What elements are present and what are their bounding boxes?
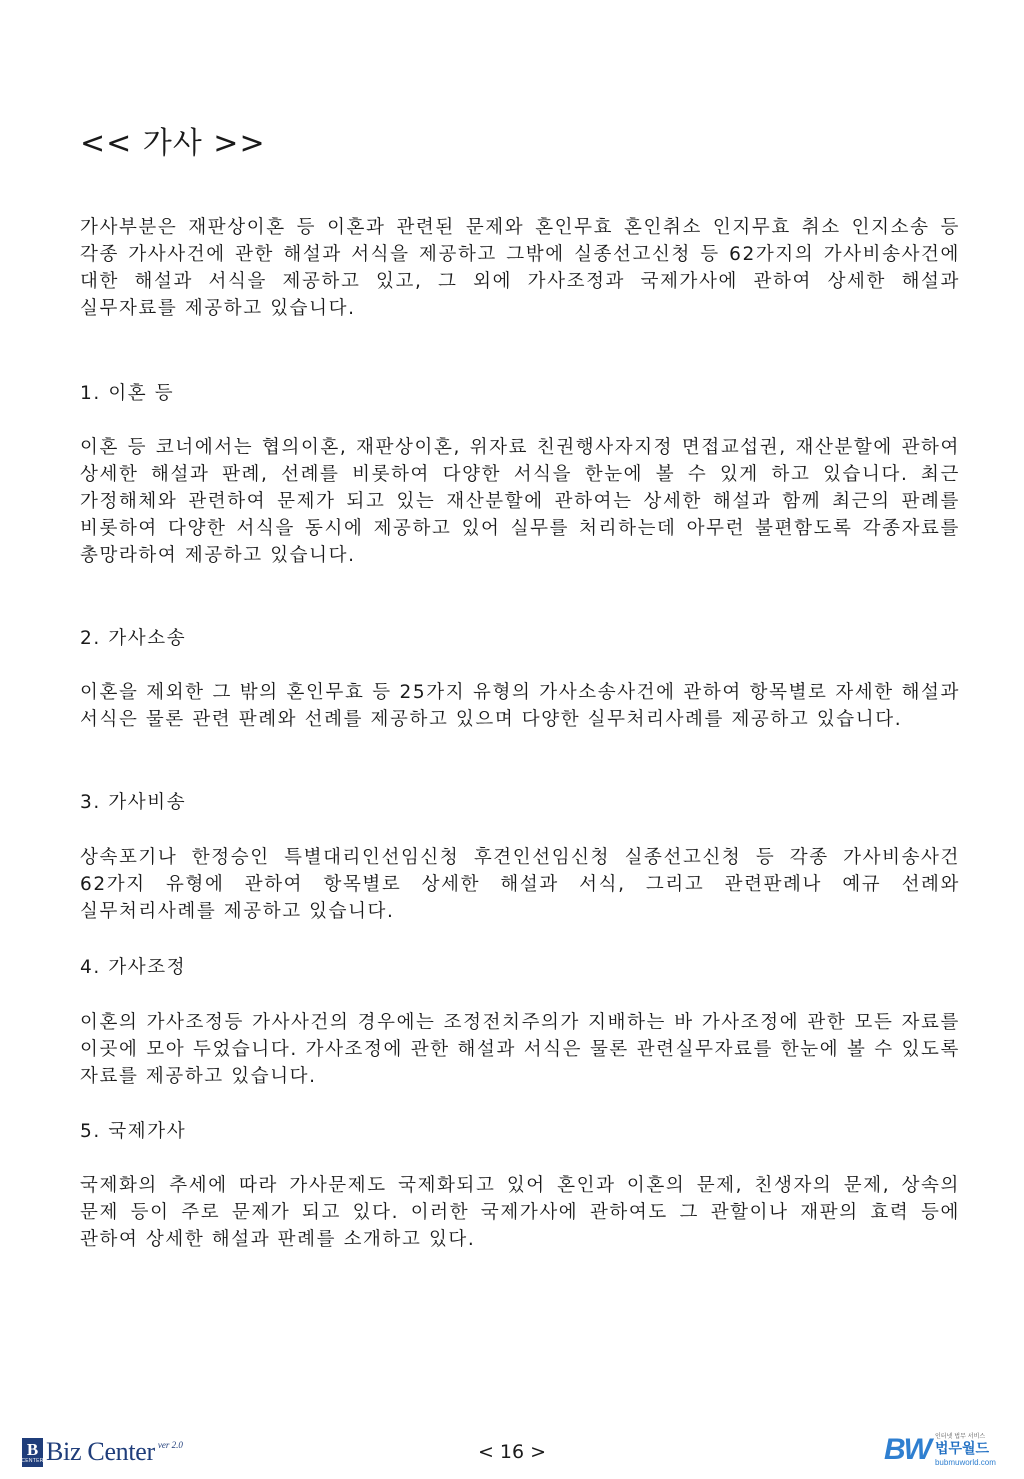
bubmuworld-logo	[884, 1430, 1008, 1470]
section-body-international-family: 국제화의 추세에 따라 가사문제도 국제화되고 있어 혼인과 이혼의 문제, 친생자의 문제, 상속의 문제 등이 주로 문제가 되고 있다. 이러한 국제가사에 관하여도 그 관할이나 재판의 효력 등에 관하여 상세한 해설과 판례를 소개하고 있다.	[80, 1175, 960, 1250]
bubmuworld-logo-mark: BW	[884, 1433, 930, 1466]
section-heading-family-mediation: 4. 가사조정	[80, 957, 187, 978]
biz-center-mark-letter: B	[26, 1439, 39, 1459]
intro-paragraph: 가사부분은 재판상이혼 등 이혼과 관련된 문제와 혼인무효 혼인취소 인지무효 취소 인지소송 등 각종 가사사건에 관한 해설과 서식을 제공하고 그밖에 실종선고신청 등 62가지의 가사비송사건에 대한 해설과 서식을 제공하고 있고, 그 외에 가사조정과 국제가사에 관하여 상세한 해설과 실무자료를 제공하고 있습니다.	[80, 217, 960, 319]
section-heading-family-nonlitigation: 3. 가사비송	[80, 792, 187, 813]
page-number: < 16 >	[477, 1441, 547, 1463]
bubmuworld-tagline: 인터넷 법무 서비스	[934, 1432, 986, 1440]
biz-center-name: Biz Center	[46, 1437, 155, 1466]
bubmuworld-url: bubmuworld.com	[934, 1457, 996, 1467]
section-heading-international-family: 5. 국제가사	[80, 1121, 187, 1142]
section-body-family-nonlitigation: 상속포기나 한정승인 특별대리인선임신청 후견인선임신청 실종선고신청 등 각종 가사비송사건 62가지 유형에 관하여 항목별로 상세한 해설과 서식, 그리고 관련판례나 예규 선례와 실무처리사례를 제공하고 있습니다.	[80, 847, 960, 922]
biz-center-mark-sub: CENTER	[21, 1457, 44, 1464]
page-title: << 가사 >>	[80, 126, 266, 161]
section-body-family-litigation: 이혼을 제외한 그 밖의 혼인무효 등 25가지 유형의 가사소송사건에 관하여 항목별로 자세한 해설과 서식은 물론 관련 판례와 선례를 제공하고 있으며 다양한 실무처리사례를 제공하고 있습니다.	[80, 682, 960, 730]
biz-center-version: ver 2.0	[157, 1440, 183, 1450]
section-body-divorce: 이혼 등 코너에서는 협의이혼, 재판상이혼, 위자료 친권행사자지정 면접교섭권, 재산분할에 관하여 상세한 해설과 판례, 선례를 비롯하여 다양한 서식을 한눈에 볼 수 있게 하고 있습니다. 최근 가정해체와 관련하여 문제가 되고 있는 재산분할에 관하여는 상세한 해설과 함께 최근의 판례를 비롯하여 다양한 서식을 동시에 제공하고 있어 실무를 처리하는데 아무런 불편함도록 각종자료를 총망라하여 제공하고 있습니다.	[80, 437, 960, 566]
section-heading-divorce: 1. 이혼 등	[80, 383, 175, 404]
bubmuworld-name: 법무월드	[934, 1440, 990, 1457]
section-heading-family-litigation: 2. 가사소송	[80, 628, 187, 649]
section-body-family-mediation: 이혼의 가사조정등 가사사건의 경우에는 조정전치주의가 지배하는 바 가사조정에 관한 모든 자료를 이곳에 모아 두었습니다. 가사조정에 관한 해설과 서식은 물론 관련실무자료를 한눈에 볼 수 있도록 자료를 제공하고 있습니다.	[80, 1012, 960, 1087]
